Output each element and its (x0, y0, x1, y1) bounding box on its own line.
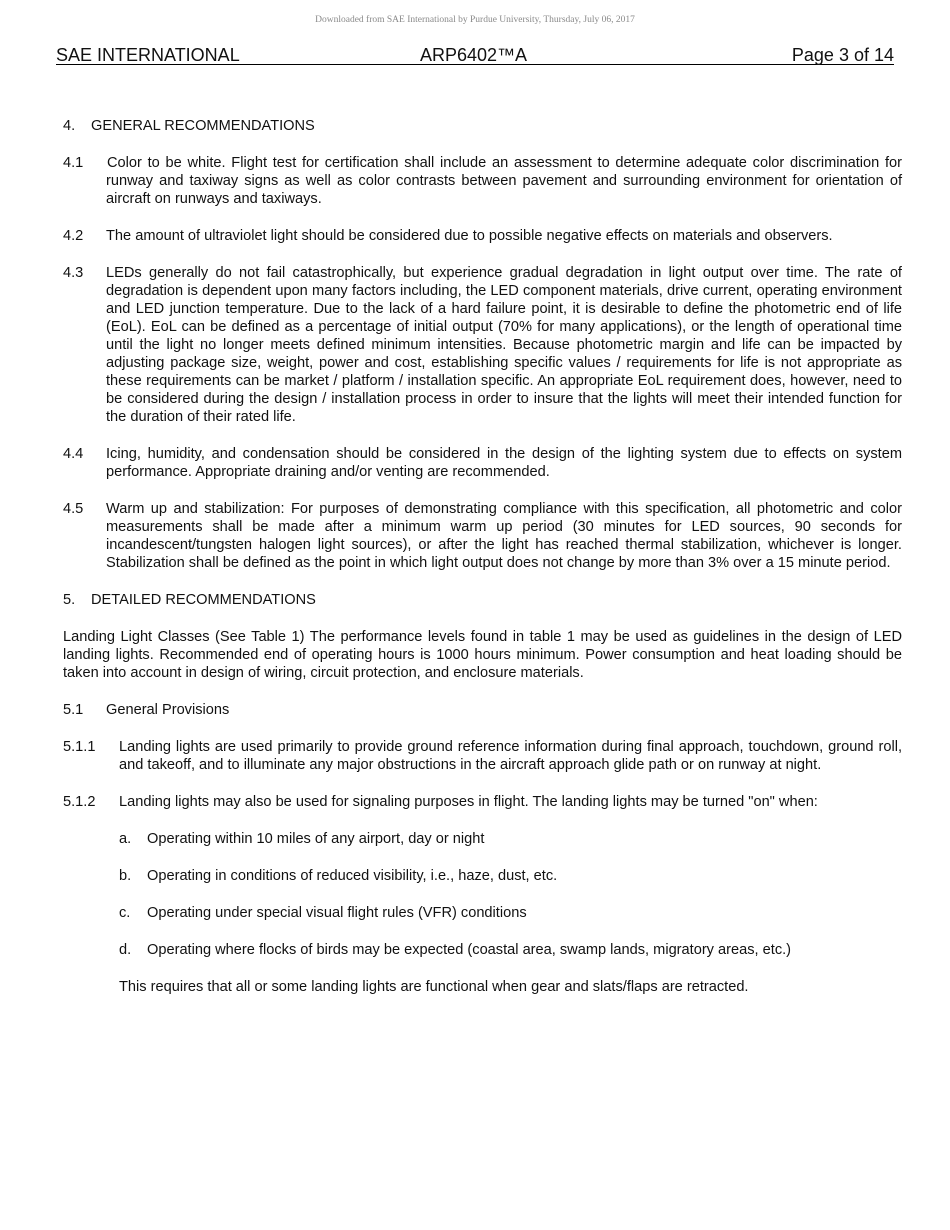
paragraph-number: 4.1 (63, 155, 84, 171)
section-title: GENERAL RECOMMENDATIONS (91, 118, 315, 134)
paragraph-text: Color to be white. Flight test for certification shall include an assessment to determine adequate color discrimination for runway and taxiway signs as well as color contrasts between pavement and surrounding environment for orientation of aircraft on runways and taxiways. (106, 155, 902, 207)
paragraph-number: 4.5 (63, 501, 84, 517)
paragraph-number: 5.1.1 (63, 739, 96, 755)
page-header (56, 44, 894, 65)
list-marker: a. (119, 831, 132, 847)
document-body (63, 117, 902, 1015)
paragraph-5-1-1 (63, 738, 902, 774)
paragraph-text: Icing, humidity, and condensation should be considered in the design of the lighting system due to effects on system performance. Appropriate draining and/or venting are recommended. (106, 446, 902, 480)
header-page-number: Page 3 of 14 (791, 45, 894, 65)
section-4-heading (63, 117, 902, 135)
list-item-c (119, 904, 902, 922)
paragraph-number: 4.2 (63, 228, 84, 244)
list-text: Operating within 10 miles of any airport, day or night (147, 831, 485, 847)
section-5-heading (63, 591, 902, 609)
paragraph-text: The amount of ultraviolet light should be considered due to possible negative effects on materials and observers. (106, 228, 833, 244)
subsection-number: 5.1 (63, 702, 84, 718)
section-title: DETAILED RECOMMENDATIONS (91, 592, 316, 608)
paragraph-4-1 (63, 154, 902, 208)
section-number: 5. (63, 592, 76, 608)
section-5-intro: Landing Light Classes (See Table 1) The performance levels found in table 1 may be used as guidelines in the design of LED landing lights. Recommended end of operating hours is 1000 hours minimum. Power consumption and heat loading should be taken into account in design of wiring, circuit protection, and enclosure materials. (63, 629, 902, 681)
paragraph-number: 5.1.2 (63, 794, 96, 810)
list-item-b (119, 867, 902, 885)
paragraph-number: 4.4 (63, 446, 84, 462)
header-organization: SAE INTERNATIONAL (56, 45, 240, 65)
paragraph-4-5 (63, 500, 902, 572)
subsection-5-1-heading (63, 701, 902, 719)
subsection-title: General Provisions (106, 702, 230, 718)
paragraph-text: LEDs generally do not fail catastrophically, but experience gradual degradation in light output over time. The rate of degradation is dependent upon many factors including, the LED component materials, drive current, operating environment and LED junction temperature. Due to the lack of a hard failure point, it is desirable to define the photometric end of life (EoL). EoL can be defined as a percentage of initial output (70% for many applications), or the length of operational time until the light no longer meets defined minimum intensities. Because photometric margin and life can be impacted by adjusting package size, weight, power and cost, establishing specific values / requirements for life is not appropriate as these requirements can be market / platform / installation specific. An appropriate EoL requirement does, however, need to be considered during the design / installation process in order to insure that the lights will meet their intended function for the duration of their rated life. (106, 265, 902, 425)
header-document-number: ARP6402™A (420, 45, 528, 65)
list-item-a (119, 830, 902, 848)
paragraph-5-1-2 (63, 793, 902, 811)
list-text: Operating in conditions of reduced visibility, i.e., haze, dust, etc. (147, 868, 558, 884)
paragraph-text: Landing lights are used primarily to provide ground reference information during final approach, touchdown, ground roll, and takeoff, and to illuminate any major obstructions in the aircraft approach glide path or on runway at night. (119, 739, 902, 773)
list-text: Operating where flocks of birds may be expected (coastal area, swamp lands, migratory areas, etc.) (147, 942, 792, 958)
list-marker: d. (119, 942, 132, 958)
download-watermark: Downloaded from SAE International by Purdue University, Thursday, July 06, 2017 (315, 15, 635, 25)
paragraph-text: Landing lights may also be used for signaling purposes in flight. The landing lights may be turned "on" when: (119, 794, 818, 810)
paragraph-4-4 (63, 445, 902, 481)
paragraph-number: 4.3 (63, 265, 84, 281)
list-text: Operating under special visual flight rules (VFR) conditions (147, 905, 527, 921)
section-number: 4. (63, 118, 76, 134)
list-item-d (119, 941, 902, 959)
list-marker: c. (119, 905, 131, 921)
closing-statement: This requires that all or some landing lights are functional when gear and slats/flaps are retracted. (119, 979, 749, 995)
paragraph-4-2 (63, 227, 902, 245)
paragraph-4-3 (63, 264, 902, 426)
paragraph-text: Warm up and stabilization: For purposes of demonstrating compliance with this specification, all photometric and color measurements shall be made after a minimum warm up period (30 minutes for LED sources, 90 seconds for incandescent/tungsten halogen light sources), or after the light has reached thermal stabilization, whichever is longer. Stabilization shall be defined as the point in which light output does not change by more than 3% over a 15 minute period. (106, 501, 902, 571)
list-marker: b. (119, 868, 132, 884)
